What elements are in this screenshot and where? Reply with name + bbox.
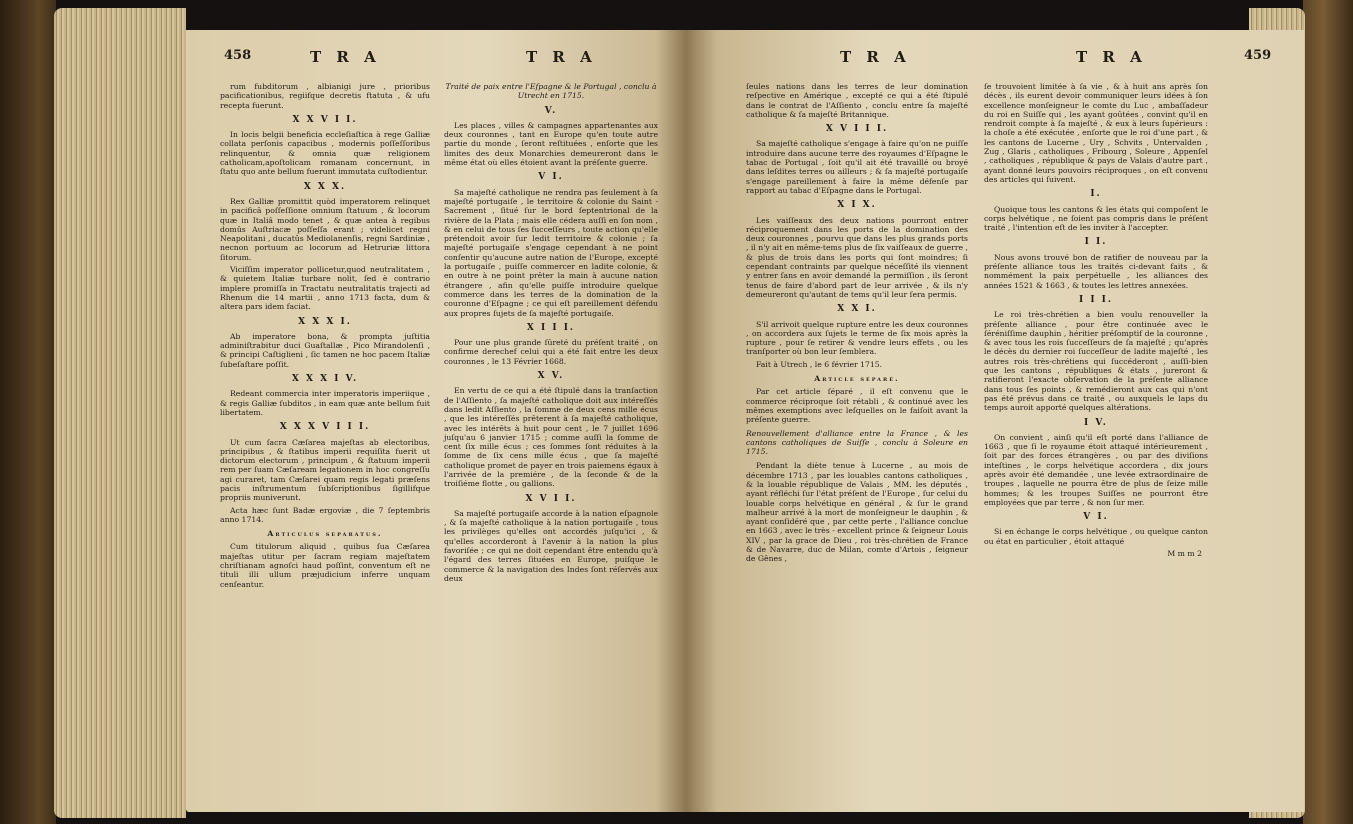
text-column-1: [220, 82, 430, 592]
separate-article-heading: Articulus separatus.: [267, 529, 383, 539]
paragraph: Nous avons trouvé bon de ratifier de nouveau par la préſente alliance tous les traités ci-devant faits , & nommément la paix perpétuelle , les alliances des années 1521 & 1663 , & toutes les lettres annexées.: [984, 252, 1208, 290]
book-cover-left: [0, 0, 56, 824]
section-number: X V I I.: [525, 493, 577, 504]
section-number: I V.: [1084, 417, 1108, 428]
paragraph: rum fubditorum , albianigi jure , prioribus pacificationibus, regiifque decretis ftatuta , & ufu recepta fuerunt.: [220, 82, 430, 110]
paragraph: Pendant la diète tenue à Lucerne , au mois de décembre 1713 , par les louables cantons catholiques , & la louable république de Valais , MM. les députés , ayant réfléchi ſur l'état préſent de l'Europe , ſur celui du louable corps helvétique en général , & ſur le grand malheur arrivé à la mort de monſeigneur le dauphin , & ayant conſidéré que , par cette perte , l'alliance conclue en 1663 , avec le très - excellent prince & ſeigneur Louis XIV , par la grace de Dieu , roi très-chrétien de France & de Navarre, duc de Milan, comte d'Artois , ſeigneur de Gênes ,: [746, 461, 968, 564]
treaty-heading: Traité de paix entre l'Eſpagne & le Portugal , conclu à Utrecht en 1715.: [445, 82, 657, 101]
paragraph: Redeant commercia inter imperatoris imperiique , & regis Galliæ ſubditos , in eam quæ ante bellum fuit libertatem.: [220, 389, 430, 417]
paragraph: Sa majeſté catholique s'engage à faire qu'on ne puiſſe introduire dans aucune terre des royaumes d'Eſpagne le tabac de Portugal , ſoit qu'il ait été travaillé ou broyé dans leſdites terres ou ailleurs ; & ſa majeſté portugaiſe s'engage pareillement à faire la même défenſe par rapport au tabac d'Eſpagne dans le Portugal.: [746, 139, 968, 195]
running-head: T R A: [1076, 48, 1147, 66]
running-head: T R A: [310, 48, 381, 66]
paragraph: Ab imperatore bona, & prompta juſtitia adminiſtrabitur duci Guaſtallæ , Pico Mirandolenſi , & principi Caſtiglieni , ſic tamen ne hoc pacem Italiæ ſubeſaſtare poſſit.: [220, 331, 430, 369]
paragraph: Sa majeſté catholique ne rendra pas ſeulement à ſa majeſté portugaiſe , le territoire & colonie du Saint - Sacrement , ſitué ſur le bord ſeptentrional de la rivière de la Plata ; mais elle cédera auſſi en ſon nom , & en celui de tous ſes ſucceſſeurs , toute action qu'elle prétendoit avoir ſur ledit territoire & colonie ; ſa majeſté portugaiſe s'engage cependant à ne point conſentir qu'aucune autre nation de l'Europe, excepté la portugaiſe , puiſſe commercer en ladite colonie, & en outre à ne point prêter la main à aucune nation étrangere , afin qu'elle puiſſe introduire quelque commerce dans les terres de la domination de la couronne d'Eſpagne ; ce qui eſt pareillement défendu aux propres ſujets de ſa majeſté portugaiſe.: [444, 187, 658, 318]
paragraph: Rex Galliæ promittit quòd imperatorem relinquet in pacificâ poſſeſſione omnium ſtatuum , & locorum quæ in Italiâ modo tenet , & quæ antea à regibus domûs Auſtriacæ poſſeſſa erant ; videlicet regni Neapolitani , ducatûs Mediolanenſis, regni Sardiniæ , necnon portuum ac locorum ad Hetruriæ littora ſitorum.: [220, 196, 430, 262]
right-page: [686, 30, 1304, 812]
paragraph: S'il arrivoit quelque rupture entre les deux couronnes , on accordera aux ſujets le terme de ſix mois après la rupture , pour ſe retirer & vendre leurs effets , ou les tranſporter où bon leur ſemblera.: [746, 319, 968, 357]
paragraph: ſe trouvoient limitée à ſa vie , & à huit ans après ſon décès , ils eurent devoir communiquer leurs idées à ſon excellence monſeigneur le comte du Luc , ambaſſadeur du roi en Suiſſe qui , les ayant goûtées , convint qu'il en rendroit compte à ſa majeſté , & eux à leurs ſupérieurs : la choſe a été exécutée , enſorte que le roi d'une part , & les cantons de Lucerne , Ury , Schvits , Untervalden , Zug , Glaris , catholiques , Fribourg , Soleure , Appenſel , catholiques , république & pays de Valais d'autre part , ayant donné leurs pouvoirs réciproques , on eſt convenu des articles qui ſuivent.: [984, 82, 1208, 184]
paragraph: Fait à Utrech , le 6 février 1715.: [756, 359, 883, 369]
text-column-1: [746, 82, 968, 567]
section-number: X X V I I.: [292, 114, 358, 125]
running-head: T R A: [526, 48, 597, 66]
page-number: 458: [224, 48, 252, 63]
paragraph: Pour une plus grande ſûreté du préſent traité , on confirme derechef celui qui a été fait entre les deux couronnes , le 13 Février 1668.: [444, 338, 658, 366]
paragraph: Les places , villes & campagnes appartenantes aux deux couronnes , tant en Europe qu'en toute autre partie du monde , ſeront reſtituées , enſorte que les limites des deux Monarchies demeureront dans le même état où elles étoient avant la préſente guerre.: [444, 120, 658, 168]
section-number: I.: [1090, 189, 1102, 200]
section-number: V I.: [538, 172, 564, 183]
paragraph: Quoique tous les cantons & les états qui compoſent le corps helvétique , ne ſoient pas compris dans le préſent traité , l'intention eſt de les inviter à l'accepter.: [984, 204, 1208, 233]
page-edges-left: [54, 8, 186, 818]
separate-article-heading: Article séparé.: [814, 374, 900, 384]
section-number: X V I I I.: [825, 124, 889, 135]
section-number: X V.: [537, 371, 565, 382]
paragraph: On convient , ainſi qu'il eſt porté dans l'alliance de 1663 , que ſi le royaume étoit attaqué intérieurement , ſoit par des forces étrangères , ou par des diviſions inteſtines , le corps helvétique accordera , dix jours après avoir été demandée , une levée extraordinaire de troupes , laquelle ne pourra être de plus de ſeize mille hommes; & les troupes Suiſſes ne pourront être employées que par terre , & non ſur mer.: [984, 432, 1208, 507]
paragraph: Sa majeſté portugaiſe accorde à la nation eſpagnole , & ſa majeſté catholique à la nation portugaiſe , tous les privilèges qu'elles ont accordés juſqu'ici , & qu'elles accorderont à l'avenir à la nation la plus favoriſée ; ce qui ne doit cependant être entendu qu'à l'égard des terres ſituées en Europe, puiſque le commerce & la navigation des Indes ſont réſervés aux deux: [444, 508, 658, 583]
section-number: X X X V I I I.: [279, 422, 371, 433]
section-number: V.: [544, 105, 558, 116]
book-cover-right: [1303, 0, 1353, 824]
paragraph: Acta hæc ſunt Badæ ergoviæ , die 7 ſeptembris anno 1714.: [220, 505, 430, 524]
treaty-subtitle: Renouvellement d'alliance entre la France , & les cantons catholiques de Suiſſe , conclu à Soleure en 1715.: [746, 428, 968, 457]
page-number: 459: [1244, 48, 1272, 63]
left-page: [186, 30, 686, 812]
section-number: X X X I V.: [291, 374, 359, 385]
section-number: X X X.: [303, 181, 347, 192]
paragraph: Le roi très-chrétien a bien voulu renouveller la préſente alliance , pour être continuée avec le ſéréniſſime dauphin , héritier préſomptif de la couronne , & avec tous les rois ſucceſſeurs de ſa majeſté ; qu'après le décès du dernier roi ſucceſſeur de ladite majeſté , les autres rois très-chrétiens qui ſuccéderont , auſſi-bien que les cantons , républiques & états , jureront & ratifieront l'exacte obſervation de la préſente alliance dans tous ſes points , & remédieront aux cas qui n'ont pas été prévus dans ce traité , ou auxquels le laps du temps auroit apporté quelques altérations.: [984, 310, 1208, 413]
section-number: I I I.: [1078, 294, 1114, 305]
paragraph: Ut cum ſacra Cæſarea majeſtas ab electoribus, principibus , & ſtatibus imperii requiſita fuerit ut dictorum electorum , principum , & ſtatuum imperii rem per ſuam Cæſaream legationem in hoc congreſſu agi curaret, tam Cæſarei quam regis legati præſens pacis inſtrumentum ſubſcriptionibus ſigillifque propriis muniverunt.: [220, 437, 430, 503]
signature-mark: M m m 2: [1167, 549, 1202, 559]
section-number: X I X.: [837, 200, 877, 211]
paragraph: En vertu de ce qui a été ſtipulé dans la tranſaction de l'Aſſiento , ſa majeſté catholique doit aux intéreſſés dans ledit Aſſiento , la ſomme de deux cens mille écus , que les intéreſſés prêterent à ſa majeſté catholique, avec les intérêts à huit pour cent , le 7 juillet 1696 juſqu'au 6 janvier 1715 ; comme auſſi la ſomme de cent ſix mille écus ; ces ſommes ſont réduites à la ſomme de ſix cens mille écus , que ſa majeſté catholique promet de payer en trois paiemens égaux à l'arrivée de la premiére , de la ſeconde & de la troiſiéme flotte , ou gallions.: [444, 386, 658, 489]
paragraph: Par cet article ſéparé , il eſt convenu que le commerce réciproque ſoit rétabli , & continué avec les mêmes exemptions avec leſquelles on le faiſoit avant la préſente guerre.: [746, 387, 968, 425]
paragraph: ſeules nations dans les terres de leur domination reſpective en Amérique , excepté ce qui a été ſtipulé dans le contrat de l'Aſſiento , conclu entre ſa majeſté catholique & ſa majeſté Britannique.: [746, 82, 968, 119]
paragraph: Les vaiſſeaux des deux nations pourront entrer réciproquement dans les ports de la domination des deux couronnes , pourvu que dans les plus grands ports , il n'y ait en même-tems plus de ſix vaiſſeaux de guerre , & plus de trois dans les ports qui ſont moindres; ſi cependant contraints par quelque néceſſité ils viennent y entrer ſans en avoir demandé la permiſſion , ils ſeront tenus de faire d'abord part de leur arrivée , & ils n'y demeureront qu'autant de tems qu'il leur ſera permis.: [746, 215, 968, 299]
section-number: V I.: [1083, 512, 1109, 523]
running-head: T R A: [840, 48, 911, 66]
paragraph: Viciſſim imperator pollicetur,quod neutralitatem , & quietem Italiæ turbare nolit, ſed è contrario implere promiſſa in Tractatu neutralitatis trajecti ad Rhenum die 14 martii , anno 1713 facta, dum & altera pars idem faciat.: [220, 265, 430, 312]
text-column-2: [444, 82, 658, 586]
section-number: X I I I.: [526, 322, 576, 333]
paragraph: In locis belgii beneficia eccleſiaſtica à rege Galliæ collata perſonis capacibus , modernis poſſeſſoribus relinquentur, & omnia quæ religionem catholicam,apoſtolicam romanam concernunt, in ſtatu quo ante bellum fuerunt immutata cuſtodientur.: [220, 130, 430, 177]
section-number: I I.: [1084, 237, 1108, 248]
section-number: X X I.: [837, 304, 877, 315]
paragraph: Si en échange le corps helvétique , ou quelque canton ou état en particulier , étoit attaqué: [984, 527, 1208, 546]
text-column-2: [984, 82, 1208, 558]
section-number: X X X I.: [298, 316, 352, 327]
paragraph: Cum titulorum aliquid , quibus ſua Cæſarea majeſtas utitur per ſacram regiam majeſtatem chriſtianam agnoſci haud poſſint, conventum eſt ne tituli illi ullum præjudicium inferre unquam cenſeantur.: [220, 542, 430, 589]
